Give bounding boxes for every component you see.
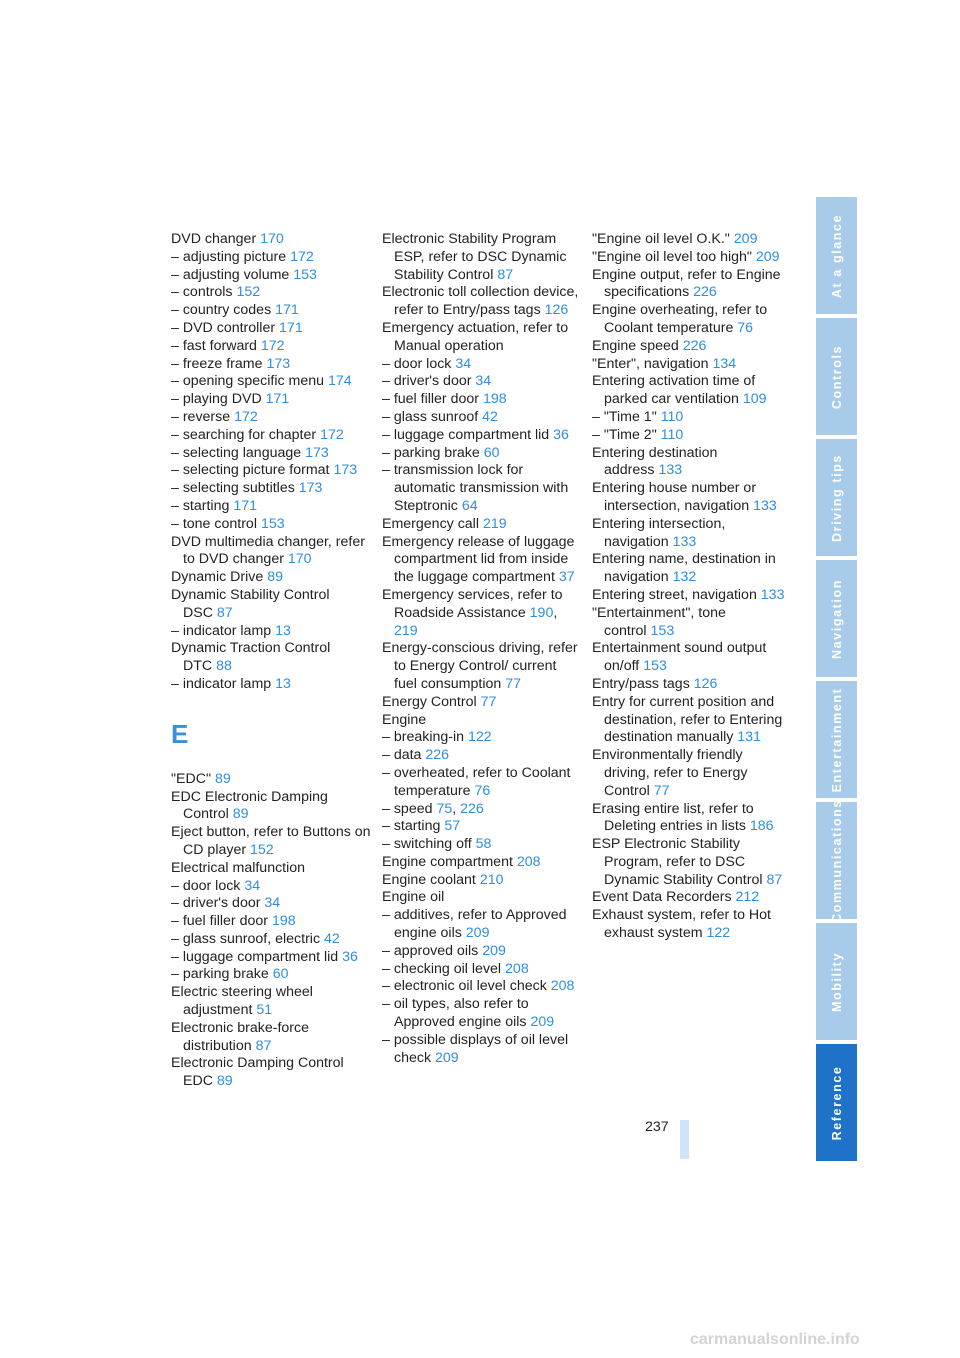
index-entry: [171, 640, 371, 676]
page-ref-link[interactable]: 133: [672, 533, 697, 550]
index-term: Engine coolant: [382, 871, 476, 888]
index-entry: [382, 427, 582, 445]
page-ref-link[interactable]: 170: [260, 231, 284, 247]
index-term: Electronic brake-force distribution: [171, 1019, 309, 1054]
index-entry: [171, 373, 371, 391]
index-entry: [592, 605, 788, 641]
chapter-tab-label: At a glance: [829, 213, 844, 298]
page-ref-link[interactable]: 173: [333, 462, 358, 479]
page-ref-link[interactable]: 133: [658, 462, 683, 479]
page-ref-link[interactable]: 76: [737, 319, 754, 336]
index-entry: [592, 516, 788, 552]
index-term: – driver's door: [171, 895, 261, 912]
index-term: – door lock: [382, 355, 452, 372]
index-entry: [171, 409, 371, 427]
page-ref-link[interactable]: 58: [475, 836, 492, 853]
index-entry: [382, 284, 582, 320]
chapter-tab-label: Navigation: [829, 578, 844, 659]
index-entry: [592, 373, 788, 409]
index-term: – glass sunroof, electric: [171, 930, 321, 947]
page-ref-link[interactable]: 172: [290, 248, 314, 265]
page-ref-link[interactable]: 208: [550, 978, 575, 995]
chapter-tab-mobility[interactable]: [816, 923, 857, 1040]
index-entry: [592, 445, 788, 481]
index-entry: [592, 249, 788, 267]
index-entry: [171, 249, 371, 267]
index-entry: [382, 320, 582, 356]
index-term: EDC Electronic Damping Control: [171, 788, 328, 823]
index-term: – glass sunroof: [382, 408, 479, 425]
index-term: "Engine oil level too high": [592, 248, 752, 265]
index-entry: [171, 895, 371, 913]
index-term: ESP Electronic Stability Program, refer to DSC Dynamic Stability Control: [592, 836, 763, 888]
index-entry: [382, 516, 582, 534]
index-term: "Entertainment", tone control: [592, 604, 726, 639]
index-entry: [592, 551, 788, 587]
page-ref-link[interactable]: 209: [530, 1014, 555, 1031]
page-ref-link[interactable]: 87: [497, 266, 514, 283]
index-entry: [171, 320, 371, 338]
index-term: – door lock: [171, 877, 241, 894]
index-term: – starting: [171, 497, 230, 514]
page-ref-link[interactable]: 131: [737, 729, 761, 746]
index-entry: [382, 534, 582, 587]
index-entry: [592, 640, 788, 676]
index-term: Engine overheating, refer to Coolant temperature: [592, 302, 768, 336]
index-term: – reverse: [171, 408, 231, 425]
index-term: – fuel filler door: [382, 391, 479, 408]
page-ref-link[interactable]: 60: [483, 444, 500, 461]
index-term: Eject button, refer to Buttons on CD player: [171, 824, 371, 858]
page-ref-link[interactable]: 208: [505, 960, 529, 977]
page-ref-link[interactable]: 64: [461, 497, 478, 514]
page-ref-link[interactable]: 210: [479, 871, 504, 888]
index-entry: [171, 623, 371, 641]
chapter-tab-controls[interactable]: [816, 318, 857, 435]
index-entry: [171, 789, 371, 825]
index-entry: [382, 943, 582, 961]
index-entry: [382, 818, 582, 836]
page-ref-link[interactable]: 172: [234, 408, 258, 425]
page-ref-link[interactable]: 34: [475, 373, 492, 390]
index-entry: [592, 427, 788, 445]
chapter-tab-label: Entertainment: [829, 687, 844, 792]
page-ref-link[interactable]: 219: [482, 515, 507, 532]
index-entry: [592, 409, 788, 427]
page-ref-link[interactable]: 51: [256, 1002, 273, 1019]
page-ref-link[interactable]: 126: [693, 675, 718, 692]
index-entry: [171, 676, 371, 694]
index-term: Entering intersection, navigation: [592, 515, 726, 550]
page-ref-link[interactable]: 88: [216, 658, 232, 675]
index-term: Engine: [382, 711, 427, 728]
index-entry: [171, 984, 371, 1020]
page-ref-link[interactable]: 209: [435, 1049, 459, 1066]
index-entry: [592, 907, 788, 943]
index-term: – oil types, also refer to Approved engine oils: [382, 996, 529, 1031]
page-ref-link[interactable]: 171: [233, 497, 257, 514]
page-ref-link[interactable]: 57: [444, 818, 461, 835]
page-ref-link[interactable]: 153: [260, 515, 285, 532]
index-entry: [171, 931, 371, 949]
index-term: – parking brake: [382, 444, 480, 461]
index-entry: [382, 836, 582, 854]
index-entry: [171, 569, 371, 587]
index-term: Energy Control: [382, 693, 477, 710]
index-term: – selecting subtitles: [171, 480, 295, 497]
index-term: Electronic toll collection device, refer to Entry/pass tags: [382, 284, 579, 319]
page-number: 237: [645, 1119, 669, 1135]
index-term: DVD changer: [171, 231, 257, 247]
page-ref-link[interactable]: 219: [394, 622, 418, 639]
index-entry: – speed 75, 226: [382, 800, 484, 817]
index-term: Entering activation time of parked car ventilation: [592, 373, 756, 408]
page-ref-link[interactable]: 122: [467, 729, 492, 746]
index-term: Electronic Stability Program ESP, refer to DSC Dynamic Stability Control: [382, 231, 567, 283]
index-entry: [382, 889, 582, 907]
index-term: Dynamic Stability Control DSC: [171, 586, 330, 621]
chapter-tab-reference[interactable]: [816, 1044, 857, 1161]
index-entry: [171, 462, 371, 480]
page-ref-link[interactable]: 122: [706, 925, 731, 942]
index-term: – data: [382, 747, 422, 764]
index-entry: [171, 284, 371, 302]
page-ref-link[interactable]: 173: [305, 444, 329, 461]
page-ref-link[interactable]: 34: [244, 877, 261, 894]
page-ref-link[interactable]: 87: [216, 604, 233, 621]
index-entry: [171, 427, 371, 445]
page-ref-link[interactable]: 153: [643, 658, 667, 675]
index-term: – additives, refer to Approved engine oils: [382, 907, 567, 942]
page-ref-link[interactable]: 132: [672, 569, 697, 586]
index-entry: [171, 534, 371, 570]
index-term: Entry/pass tags: [592, 675, 690, 692]
index-entry: [592, 694, 788, 747]
index-term: – adjusting picture: [171, 248, 287, 265]
chapter-tab-driving-tips[interactable]: [816, 439, 857, 556]
index-term: Emergency call: [382, 515, 479, 532]
index-entry: [171, 516, 371, 534]
page-ref-link[interactable]: 87: [766, 871, 783, 888]
index-term: Engine oil: [382, 889, 445, 906]
page-ref-link[interactable]: 37: [558, 569, 575, 586]
index-entry: [171, 878, 371, 896]
page-ref-link[interactable]: 36: [342, 948, 358, 965]
index-entry: [382, 356, 582, 374]
page-ref-link[interactable]: 110: [660, 408, 684, 425]
index-entry: [171, 860, 371, 878]
index-term: Exhaust system, refer to Hot exhaust system: [592, 907, 771, 942]
index-term: Entertainment sound output on/off: [592, 640, 767, 675]
index-term: – possible displays of oil level check: [382, 1031, 569, 1066]
page-ref-link[interactable]: 209: [733, 231, 758, 247]
index-entry: [171, 356, 371, 374]
chapter-tab-communications[interactable]: [816, 798, 857, 923]
index-term: Entering house number or intersection, navigation: [592, 480, 757, 514]
index-entry: [382, 729, 582, 747]
page-ref-link[interactable]: 226: [682, 337, 707, 354]
page-ref-link[interactable]: 171: [279, 319, 303, 336]
index-entry: [171, 966, 371, 984]
index-entry: [171, 231, 371, 249]
chapter-tab-navigation[interactable]: [816, 560, 857, 677]
page-ref-link[interactable]: 36: [553, 426, 569, 443]
index-entry: [171, 480, 371, 498]
index-term: – tone control: [171, 515, 257, 532]
chapter-tab-label: Driving tips: [829, 453, 844, 542]
page-ref-link[interactable]: 87: [255, 1037, 272, 1054]
index-entry: [171, 338, 371, 356]
index-entry: [592, 801, 788, 837]
page-ref-link[interactable]: 226: [425, 747, 450, 764]
index-entry: [171, 267, 371, 285]
index-entry: [382, 391, 582, 409]
page-ref-link[interactable]: 42: [324, 930, 340, 947]
index-term: Emergency services, refer to Roadside Assistance: [382, 586, 563, 621]
index-column-2: [382, 231, 582, 1067]
index-term: – controls: [171, 284, 233, 301]
index-term: "EDC": [171, 770, 212, 787]
index-entry: [382, 872, 582, 890]
page-ref-link[interactable]: 89: [216, 1073, 233, 1090]
index-term: "Enter", navigation: [592, 355, 709, 372]
page-ref-link[interactable]: 170: [287, 551, 312, 568]
watermark: carmanualsonline.info: [690, 1331, 860, 1348]
index-entry: [592, 480, 788, 516]
index-term: – luggage compartment lid: [382, 426, 550, 443]
index-term: Entering destination address: [592, 444, 718, 479]
chapter-tab-label: Reference: [829, 1065, 844, 1140]
index-term: – overheated, refer to Coolant temperature: [382, 764, 571, 799]
page-ref-link[interactable]: 13: [275, 675, 291, 692]
page-ref-link[interactable]: 60: [272, 966, 289, 983]
index-term: Environmentally friendly driving, refer to Energy Control: [592, 747, 748, 799]
index-term: – approved oils: [382, 942, 479, 959]
index-term: – searching for chapter: [171, 426, 317, 443]
page-ref-link[interactable]: 209: [465, 925, 490, 942]
index-term: Entering street, navigation: [592, 586, 757, 603]
index-term: Engine speed: [592, 337, 679, 354]
page-ref-link[interactable]: 171: [265, 391, 290, 408]
chapter-tab-at-a-glance[interactable]: [816, 197, 857, 314]
chapter-tab-entertainment[interactable]: [816, 681, 857, 798]
index-term: – "Time 2": [592, 426, 657, 443]
index-term: Engine compartment: [382, 853, 513, 870]
index-term: DVD multimedia changer, refer to DVD changer: [171, 533, 365, 568]
page-ref-link[interactable]: 133: [753, 497, 777, 514]
index-term: – driver's door: [382, 373, 472, 390]
index-term: – checking oil level: [382, 960, 502, 977]
index-entry: [382, 462, 582, 515]
index-term: – starting: [382, 818, 441, 835]
index-term: – freeze frame: [171, 355, 263, 372]
index-entry: [382, 231, 582, 284]
page-ref-link[interactable]: 13: [275, 622, 291, 639]
index-entry: [382, 445, 582, 463]
page-ref-link[interactable]: 173: [298, 480, 323, 497]
page-ref-link[interactable]: 34: [264, 895, 281, 912]
index-entry: [171, 913, 371, 931]
index-entry: [382, 996, 582, 1032]
page-ref-link[interactable]: 89: [232, 806, 249, 823]
chapter-tab-label: Mobility: [829, 951, 844, 1012]
index-entry: [592, 231, 788, 249]
index-term: Dynamic Traction Control DTC: [171, 640, 331, 675]
section-letter: E: [171, 718, 189, 749]
index-entry: [382, 854, 582, 872]
page-ref-link[interactable]: 76: [474, 782, 491, 799]
page-ref-link[interactable]: 42: [482, 408, 498, 425]
page-ref-link[interactable]: 77: [653, 782, 670, 799]
index-entry: [382, 961, 582, 979]
index-term: – adjusting volume: [171, 266, 290, 283]
index-term: – fuel filler door: [171, 913, 268, 930]
page-ref-link[interactable]: 174: [327, 373, 352, 390]
page-ref-link[interactable]: 186: [749, 818, 774, 835]
index-term: – indicator lamp: [171, 622, 272, 639]
index-entry: [171, 587, 371, 623]
index-entry: [382, 765, 582, 801]
page-ref-link[interactable]: 77: [505, 675, 521, 692]
index-term: Event Data Recorders: [592, 889, 732, 906]
index-term: – transmission lock for automatic transmission with Steptronic: [382, 462, 569, 514]
index-entry: [382, 373, 582, 391]
index-term: – fast forward: [171, 337, 257, 354]
index-term: – selecting language: [171, 444, 302, 461]
index-column-1: [171, 231, 371, 1091]
index-entry: [382, 694, 582, 712]
index-term: – electronic oil level check: [382, 978, 547, 995]
index-term: Dynamic Drive: [171, 569, 264, 586]
page-ref-link[interactable]: 198: [482, 391, 507, 408]
index-entry: [592, 267, 788, 303]
index-term: – speed: [382, 800, 433, 817]
page-ref-link[interactable]: 226: [693, 284, 717, 301]
page-ref-link[interactable]: 34: [455, 355, 472, 372]
index-term: Energy-conscious driving, refer to Energy Control/ current fuel consumption: [382, 640, 578, 692]
index-term: Electric steering wheel adjustment: [171, 984, 313, 1019]
index-entry: [592, 302, 788, 338]
page-ref-link[interactable]: 126: [544, 302, 569, 319]
index-entry: [382, 712, 582, 730]
page-ref-link[interactable]: 110: [660, 426, 684, 443]
index-entry: Emergency services, refer to Roadside Assistance 190, 219: [382, 586, 563, 639]
index-entry: [382, 747, 582, 765]
index-term: – switching off: [382, 836, 472, 853]
page-ref-link[interactable]: 173: [266, 355, 291, 372]
index-term: – "Time 1": [592, 408, 657, 425]
page-ref-link[interactable]: 171: [275, 302, 299, 319]
index-term: – parking brake: [171, 966, 269, 983]
index-entry: [171, 498, 371, 516]
index-term: Emergency actuation, refer to Manual operation: [382, 319, 569, 354]
page-ref-link[interactable]: 152: [236, 284, 261, 301]
page-ref-link[interactable]: 75: [436, 800, 453, 817]
index-entry: [382, 1032, 582, 1068]
index-entry: [171, 949, 371, 967]
page-ref-link[interactable]: 133: [760, 586, 785, 603]
page-ref-link[interactable]: 198: [271, 913, 296, 930]
index-entry: [171, 824, 371, 860]
chapter-tabs: [816, 197, 857, 1165]
index-entry: [171, 302, 371, 320]
index-entry: [592, 676, 788, 694]
page-ref-link[interactable]: 172: [260, 337, 285, 354]
page-ref-link[interactable]: 209: [755, 248, 780, 265]
page-ref-link[interactable]: 209: [482, 942, 506, 959]
index-term: – luggage compartment lid: [171, 948, 339, 965]
page-ref-link[interactable]: 152: [250, 841, 274, 858]
index-entry: [382, 640, 582, 693]
index-entry: [171, 445, 371, 463]
index-term: Electrical malfunction: [171, 859, 306, 876]
index-term: "Engine oil level O.K.": [592, 231, 730, 247]
index-entry: [171, 391, 371, 409]
page-ref-link[interactable]: 212: [735, 889, 760, 906]
page-ref-link[interactable]: 190: [529, 604, 554, 621]
index-term: Electronic Damping Control EDC: [171, 1055, 344, 1090]
page-ref-link[interactable]: 208: [516, 853, 541, 870]
page-ref-link[interactable]: 134: [712, 355, 737, 372]
index-entry: [382, 907, 582, 943]
page-ref-link[interactable]: 89: [267, 569, 283, 586]
index-entry: [592, 747, 788, 800]
chapter-tab-label: Communications: [829, 798, 844, 923]
page-ref-link[interactable]: 77: [480, 693, 497, 710]
index-entry: [592, 356, 788, 374]
index-term: Erasing entire list, refer to Deleting entries in lists: [592, 800, 754, 835]
page-ref-link[interactable]: 153: [650, 622, 675, 639]
index-term: Entering name, destination in navigation: [592, 551, 776, 586]
index-term: – playing DVD: [171, 391, 262, 408]
index-entry: [592, 338, 788, 356]
index-term: – indicator lamp: [171, 675, 272, 692]
index-term: – opening specific menu: [171, 373, 325, 390]
index-term: – DVD controller: [171, 319, 276, 336]
chapter-tab-label: Controls: [829, 344, 844, 409]
index-entry: [592, 836, 788, 889]
index-term: – country codes: [171, 302, 272, 319]
index-entry: [592, 587, 788, 605]
index-entry: [382, 409, 582, 427]
index-term: Emergency release of luggage compartment lid from inside the luggage compartment: [382, 533, 575, 586]
index-entry: [171, 1055, 371, 1091]
index-entry: [592, 889, 788, 907]
index-column-3: [592, 231, 788, 943]
page-ref-link[interactable]: 109: [742, 391, 767, 408]
page-ref-link[interactable]: 89: [214, 770, 231, 787]
index-entry: [382, 978, 582, 996]
page-ref-link[interactable]: 226: [460, 800, 484, 817]
index-entry: [171, 1020, 371, 1056]
page-number-bar: [680, 1120, 689, 1159]
index-term: Entry for current position and destination, refer to Entering destination manually: [592, 693, 783, 746]
index-entry: [171, 771, 371, 789]
page-ref-link[interactable]: 153: [293, 266, 317, 283]
index-term: Engine output, refer to Engine specifications: [592, 266, 781, 301]
page-ref-link[interactable]: 172: [320, 426, 344, 443]
index-term: – selecting picture format: [171, 462, 330, 479]
index-term: – breaking-in: [382, 729, 465, 746]
